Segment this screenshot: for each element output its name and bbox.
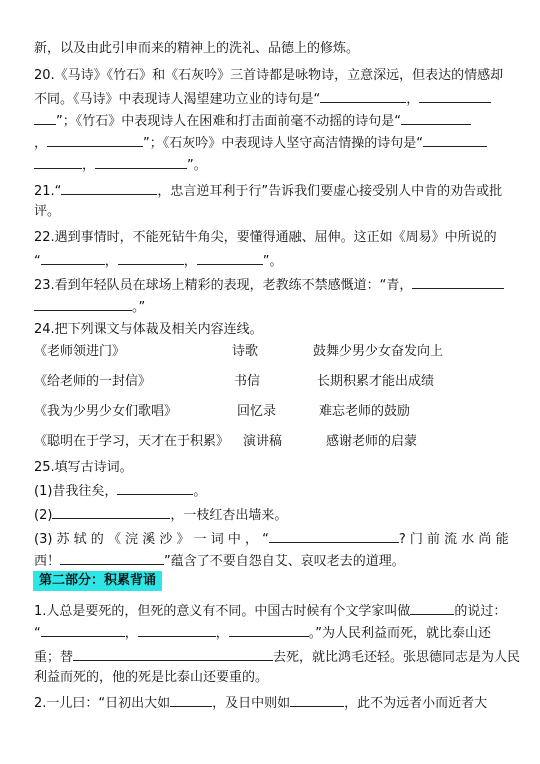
blank[interactable] [229,623,309,637]
line-text: ，忠言逆耳利于行”告诉我们要虚心接受别人中肯的劝告或批 [157,184,503,199]
line-text: (1)昔我往矣， [34,484,118,499]
part2-q1-line3 [34,647,520,667]
line-text: 去死，就比鸿毛还轻。张思德同志是为人民 [273,650,521,665]
line-text: ”。 [262,254,283,269]
question-25-title [34,459,133,477]
part2-q2-line1 [34,693,487,713]
question-20-line4 [34,133,487,153]
line-text: “ [34,626,41,641]
line-text: 的说过： [454,604,507,619]
match-content-4[interactable]: 感谢老师的启蒙 [326,434,418,449]
comma: ， [34,136,48,151]
line-text: (3) 苏 轼 的 《 浣 溪 沙 》 一 词 中 ， “ [34,532,269,547]
line-text: 。” [132,300,146,315]
line-text: 重；替 [34,650,74,665]
line-text: ，一枝红杏出墙来。 [170,508,288,523]
blank[interactable] [290,693,344,707]
comma: ， [406,92,420,107]
line-text: 22.遇到事情时，不能死钻牛角尖，要懂得通融、屈伸。这正如《周易》中所说的 [34,230,497,245]
blank[interactable] [197,251,263,265]
blank[interactable] [117,481,193,495]
blank[interactable] [34,155,82,169]
line-text: 不同。《马诗》中表现诗人渴望建功立业的诗句是“ [34,92,321,107]
question-20-line1 [34,67,503,85]
comma: ， [183,254,197,269]
comma: ， [215,626,229,641]
blank[interactable] [34,297,132,311]
question-20-line5 [34,155,207,175]
question-20-line3 [34,111,471,131]
blank[interactable] [41,251,105,265]
question-22-line1 [34,229,497,247]
comma: ， [124,626,138,641]
blank[interactable] [423,133,487,147]
blank[interactable] [41,623,125,637]
comma: ， [82,158,96,173]
match-content-1[interactable]: 鼓舞少男少女奋发向上 [313,344,444,359]
match-title-4[interactable]: 《聪明在于学习，天才在于积累》 [34,434,230,449]
line-text: ”。 [187,158,207,173]
match-genre-1[interactable]: 诗歌 [232,344,259,359]
line-text: 20.《马诗》《竹石》和《石灰吟》三首诗都是咏物诗，立意深远，但表达的情感却 [34,68,504,83]
blank[interactable] [47,133,143,147]
blank[interactable] [401,111,471,125]
blank[interactable] [138,623,216,637]
question-25-1 [34,481,206,501]
question-21-line1 [34,181,502,201]
line-text: 评。 [34,204,61,219]
line-text: 21.“ [34,184,62,199]
line-text: 23.看到年轻队员在球场上精彩的表现，老教练不禁感慨道：“青， [34,278,413,293]
match-content-2[interactable]: 长期积累才能出成绩 [317,374,435,389]
question-20-line2 [34,89,491,109]
part2-q1-line1 [34,601,506,621]
match-genre-4[interactable]: 演讲稿 [243,434,283,449]
section-heading: 第二部分：积累背诵 [33,571,162,591]
blank[interactable] [61,181,157,195]
comma: ， [104,254,118,269]
match-genre-2[interactable]: 书信 [234,374,261,389]
question-24-title [34,321,263,339]
line-text: 西！ [34,554,61,569]
blank[interactable] [52,505,170,519]
blank[interactable] [170,693,212,707]
blank[interactable] [73,647,273,661]
blank[interactable] [118,251,184,265]
question-21-line2 [34,203,60,221]
blank[interactable] [412,275,504,289]
blank[interactable] [95,155,187,169]
line-text: 新，以及由此引申而来的精神上的洗礼、品德上的修炼。 [34,41,360,56]
line-text: “ [34,254,41,269]
match-title-1[interactable]: 《老师领进门》 [34,344,126,359]
match-title-2[interactable]: 《给老师的一封信》 [34,374,152,389]
line-text: ? 门 前 流 水 尚 能 [398,532,509,547]
question-23-line2 [34,297,145,317]
line-text: ，此不为远者小而近者大 [344,696,488,711]
line-text: 利益而死的，他的死是比泰山还要重的。 [34,670,269,685]
text-line [34,40,359,58]
part2-q1-line2 [34,623,491,643]
line-text: ”；《竹石》中表现诗人在困难和打击面前毫不动摇的诗句是“ [56,114,401,129]
match-title-3[interactable]: 《我为少男少女们歌唱》 [34,404,178,419]
line-text: 25.填写古诗词。 [34,460,133,475]
line-text: 1.人总是要死的，但死的意义有不同。中国古时候有个文学家叫做 [34,604,411,619]
question-25-2 [34,505,287,525]
line-text: ，及日中则如 [212,696,291,711]
question-22-line2 [34,251,283,271]
blank[interactable] [34,111,56,125]
blank[interactable] [60,551,164,565]
line-text: 2.一儿曰：“日初出大如 [34,696,171,711]
blank[interactable] [269,529,399,543]
line-text: ”；《石灰吟》中表现诗人坚守高洁情操的诗句是“ [143,136,423,151]
match-genre-3[interactable]: 回忆录 [237,404,277,419]
part2-q1-line4 [34,669,268,687]
question-25-3 [34,529,509,549]
line-text: 24.把下列课文与体裁及相关内容连线。 [34,322,263,337]
line-text: (2) [34,508,53,523]
line-text: 。 [193,484,207,499]
match-content-3[interactable]: 难忘老师的鼓励 [319,404,411,419]
line-text: ”蕴含了不要自怨自艾、哀叹老去的道理。 [164,554,405,569]
question-23-line1 [34,275,504,295]
blank[interactable] [419,89,491,103]
line-text: 。”为人民利益而死，就比泰山还 [308,626,492,641]
blank[interactable] [320,89,406,103]
question-25-4 [34,551,405,571]
blank[interactable] [410,601,454,615]
